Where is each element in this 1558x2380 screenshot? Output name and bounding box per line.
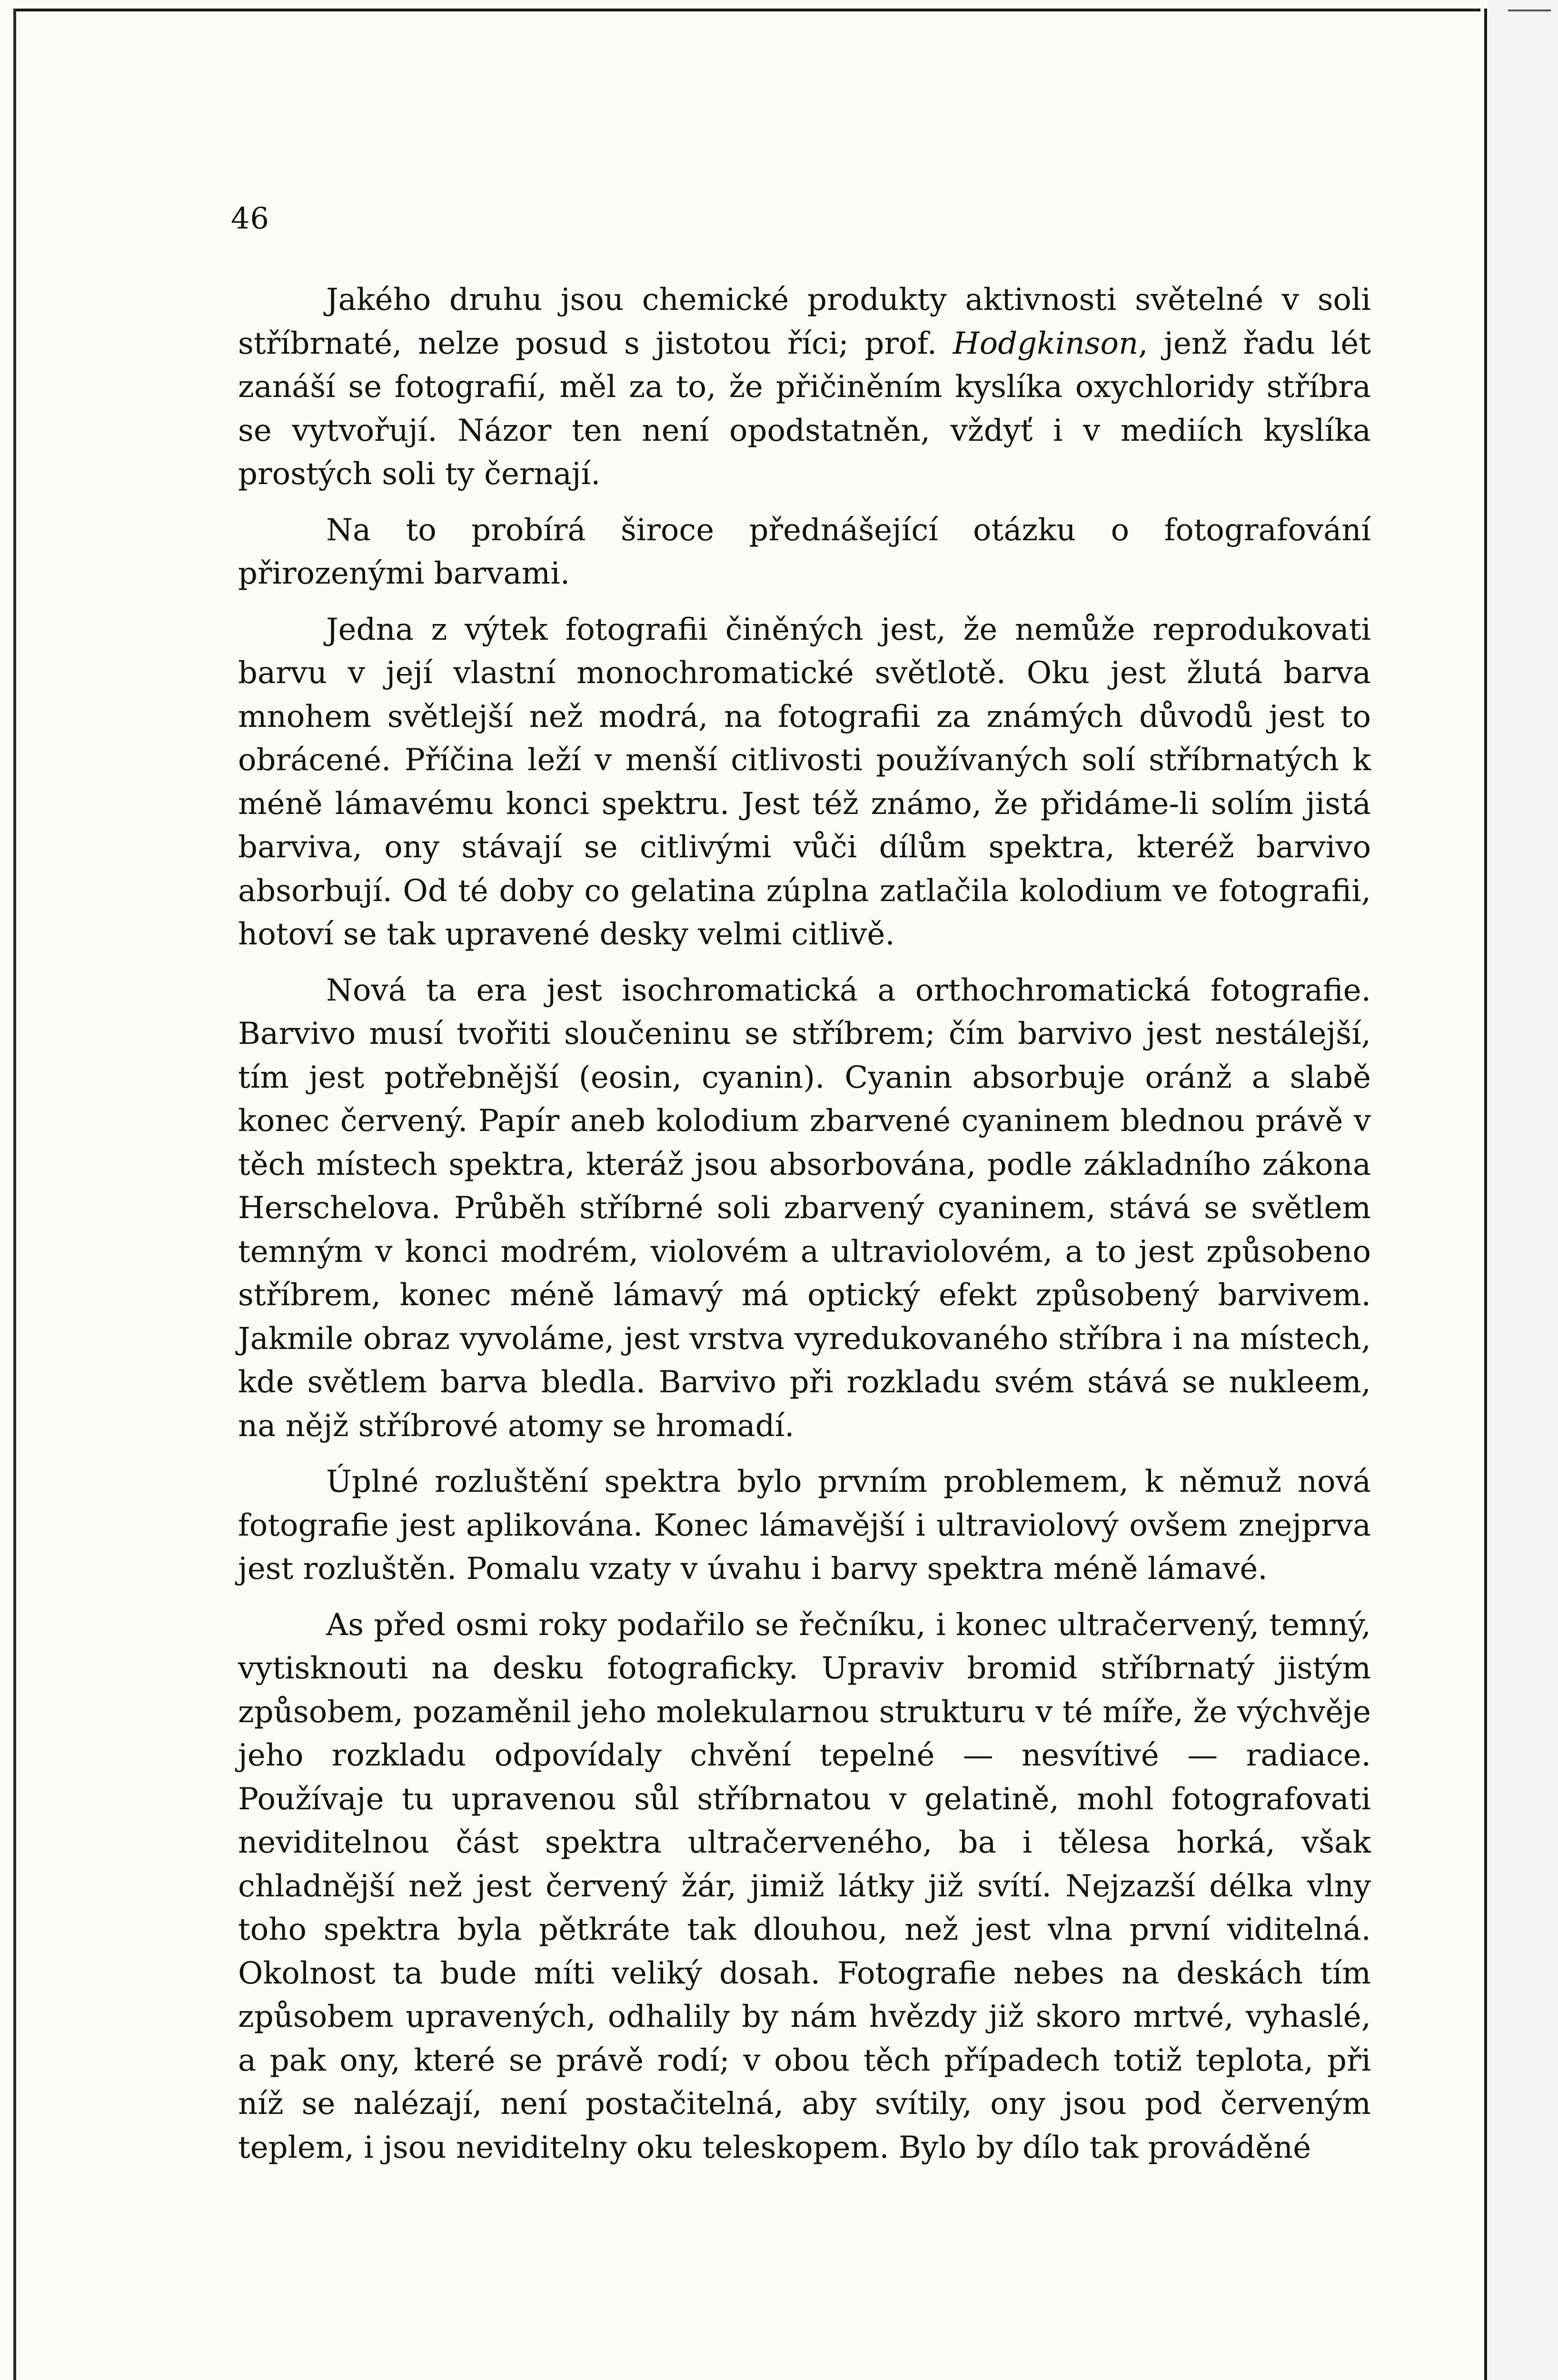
paragraph-1 bbox=[238, 278, 1371, 496]
paragraph-1-text-start: Jakého druhu jsou chemické produkty aktivnosti světelné v soli stříbrnaté, nelze posud s jistotou říci; prof. bbox=[238, 282, 1371, 361]
paragraph-2: Na to probírá široce přednášející otázku o fotografování přirozenými barvami. bbox=[238, 512, 1371, 591]
body-text bbox=[238, 278, 1371, 2170]
paragraph-5: Úplné rozluštění spektra bylo prvním problemem, k němuž nová fotografie jest aplikována. Konec lámavější i ultraviolový ovšem znejprva jest rozluštěn. Pomalu vzaty v úvahu i barvy spektra méně lámavé. bbox=[238, 1464, 1371, 1587]
scan-margin-right bbox=[1487, 0, 1558, 2380]
paragraph-6: As před osmi roky podařilo se řečníku, i konec ultračervený, temný, vytisknouti na desku fotograficky. Upraviv bromid stříbrnatý jistým způsobem, pozaměnil jeho molekularnou strukturu v té míře, že výchvěje jeho rozkladu odpovídaly chvění tepelné — nesvítivé — radiace. Používaje tu upravenou sůl stříbrnatou v gelatině, mohl fotografovati neviditelnou část spektra ultračerveného, ba i tělesa horká, však chladnější než jest červený žár, jimiž látky již svítí. Nejzazší délka vlny toho spektra byla pětkráte tak dlouhou, než jest vlna první viditelná. Okolnost ta bude míti veliký dosah. Fotografie nebes na deskách tím způsobem upravených, odhalily by nám hvězdy již skoro mrtvé, vyhaslé, a pak ony, které se právě rodí; v obou těch případech totiž teplota, při níž se nalézají, není postačitelná, aby svítily, ony jsou pod červeným teplem, i jsou neviditelny oku teleskopem. Bylo by dílo tak prováděné bbox=[238, 1607, 1371, 2165]
author-name-italic: Hodgkinson bbox=[953, 326, 1139, 361]
paragraph-1-text-end: , jenž řadu lét zanáší se fotografií, měl za to, že přičiněním kyslíka oxychloridy stříbra se vytvořují. Názor ten není opodstatněn, vždyť i v mediích kyslíka prostých soli ty černají. bbox=[238, 326, 1371, 492]
page-number: 46 bbox=[231, 201, 269, 236]
scan-edge-mark bbox=[1508, 10, 1551, 11]
paragraph-4: Nová ta era jest isochromatická a orthochromatická fotografie. Barvivo musí tvořiti sloučeninu se stříbrem; čím barvivo jest nestálejší, tím jest potřebnější (eosin, cyanin). Cyanin absorbuje oránž a slabě konec červený. Papír aneb kolodium zbarvené cyaninem blednou právě v těch místech spektra, kteráž jsou absorbována, podle základního zákona Herschelova. Průběh stříbrné soli zbarvený cyaninem, stává se světlem temným v konci modrém, violovém a ultraviolovém, a to jest způsobeno stříbrem, konec méně lámavý má optický efekt způsobený barvivem. Jakmile obraz vyvoláme, jest vrstva vyredukovaného stříbra i na místech, kde světlem barva bledla. Barvivo při rozkladu svém stává se nukleem, na nějž stříbrové atomy se hromadí. bbox=[238, 972, 1371, 1444]
scan-edge-top bbox=[14, 9, 1480, 11]
scan-edge-left bbox=[13, 9, 16, 2380]
paragraph-3: Jedna z výtek fotografii činěných jest, že nemůže reprodukovati barvu v její vlastní monochromatické světlotě. Oku jest žlutá barva mnohem světlejší než modrá, na fotografii za známých důvodů jest to obrácené. Příčina leží v menší citlivosti používaných solí stříbrnatých k méně lámavému konci spektru. Jest též známo, že přidáme-li solím jistá barviva, ony stávají se citlivými vůči dílům spektra, kteréž barvivo absorbují. Od té doby co gelatina zúplna zatlačila kolodium ve fotografii, hotoví se tak upravené desky velmi citlivě. bbox=[238, 612, 1371, 952]
